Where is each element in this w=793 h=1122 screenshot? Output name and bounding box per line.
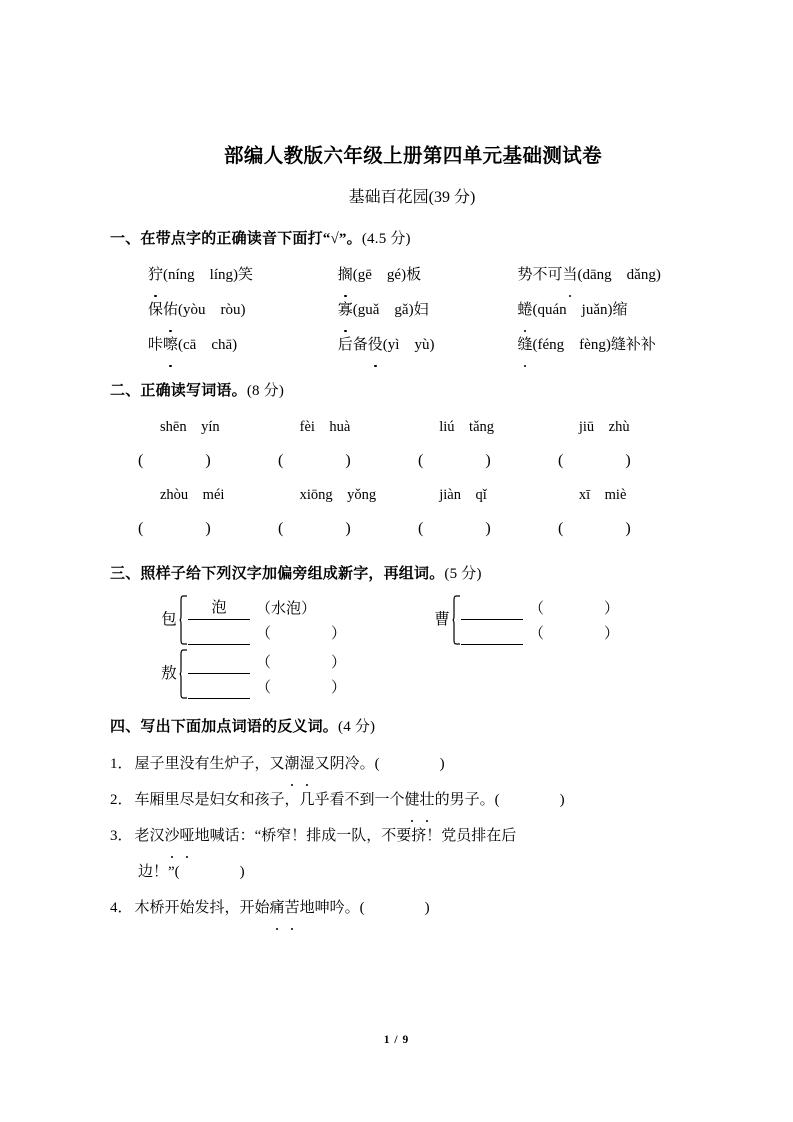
sentence-prefix: 木桥开始发抖，开始 <box>134 900 270 916</box>
radical-row <box>188 595 346 620</box>
answer-cell[interactable] <box>418 444 554 478</box>
answer-parentheses[interactable]: ( ) <box>174 864 245 880</box>
dotted-word <box>270 900 300 916</box>
dotted-char: 湿 <box>300 746 315 782</box>
word-parentheses[interactable]: （ ） <box>256 680 347 696</box>
pinyin-text: zhòu méi <box>160 487 225 503</box>
section-two <box>110 379 710 546</box>
pinyin-choice-item[interactable] <box>148 328 334 363</box>
dotted-char: 寡 <box>338 293 353 328</box>
page-subtitle: 基础百花园(39 分) <box>348 189 476 206</box>
sentence-suffix: 地呻吟。 <box>299 900 360 916</box>
pinyin-prompt-row <box>110 410 710 444</box>
radical-group <box>433 595 619 645</box>
radical-row <box>188 620 346 645</box>
dotted-char: 当 <box>563 258 578 293</box>
antonym-item <box>110 890 710 926</box>
pinyin-prompt <box>278 478 414 512</box>
radical-rows <box>188 649 346 699</box>
answer-cell[interactable] <box>278 444 414 478</box>
pinyin-options[interactable]: (níng líng) <box>163 267 239 283</box>
word-suffix: 笑 <box>238 267 254 283</box>
section-four-body <box>110 746 710 926</box>
answer-parentheses[interactable]: ( ) <box>374 756 445 772</box>
word-suffix: 板 <box>406 267 422 283</box>
page-content <box>110 140 710 926</box>
pinyin-choice-item[interactable] <box>518 258 661 293</box>
new-char-line[interactable]: 泡 <box>188 598 250 620</box>
section-four-heading-text: 四、写出下面加点词语的反义词。 <box>110 719 339 735</box>
section-three <box>110 562 710 701</box>
answer-cell[interactable] <box>418 512 554 546</box>
sentence-suffix: 又阴冷。 <box>314 756 375 772</box>
page-footer: 1 / 9 <box>383 1034 410 1046</box>
word-suffix: 缩 <box>612 302 628 318</box>
radical-row <box>188 649 346 674</box>
pinyin-options[interactable]: (yòu ròu) <box>178 302 246 318</box>
sentence-suffix: 地喊话：“桥窄！排成一队，不要挤！党员排在后 <box>194 828 517 844</box>
pinyin-prompt <box>138 410 274 444</box>
word-parentheses[interactable]: （ ） <box>256 626 347 642</box>
dotted-char: 搁 <box>338 258 353 293</box>
answer-cell[interactable] <box>138 444 274 478</box>
pinyin-options[interactable]: (cā chā) <box>178 337 238 353</box>
pinyin-prompt <box>417 478 553 512</box>
dotted-char: 苦 <box>285 890 300 926</box>
paren-close: ) <box>485 452 491 469</box>
section-two-heading-text: 二、正确读写词语。 <box>110 383 247 399</box>
section-two-points: (8 分) <box>246 383 285 399</box>
pinyin-text: fèi huà <box>299 419 351 435</box>
antonym-item-line2 <box>110 854 710 890</box>
answer-parentheses[interactable] <box>138 444 234 478</box>
new-char-line[interactable] <box>188 652 250 674</box>
section-one <box>110 227 710 363</box>
word-parentheses[interactable]: （水泡） <box>256 601 317 617</box>
answer-parentheses[interactable] <box>558 512 654 546</box>
section-one-body <box>110 258 710 363</box>
paren-open: ( <box>558 452 564 469</box>
sentence-suffix: 的男子。 <box>434 792 495 808</box>
word-suffix: 缝补补 <box>610 337 656 353</box>
word-prefix: 势不可 <box>517 267 563 283</box>
pinyin-choice-item[interactable] <box>518 328 656 363</box>
paren-open: ( <box>138 520 144 537</box>
dotted-char: 潮 <box>285 746 300 782</box>
pinyin-prompt <box>417 410 553 444</box>
radical-rows <box>461 595 619 645</box>
section-three-points: (5 分) <box>444 566 482 582</box>
pinyin-text: jiū zhù <box>578 419 630 435</box>
pinyin-prompt <box>557 478 693 512</box>
dotted-word <box>405 792 435 808</box>
item-number: 3． <box>110 828 133 844</box>
item-number: 1． <box>110 756 133 772</box>
section-one-heading <box>110 227 710 248</box>
section-one-points: (4.5 分) <box>361 231 411 247</box>
answer-parentheses[interactable] <box>138 512 234 546</box>
pinyin-choice-row <box>110 293 710 328</box>
radical-group <box>160 649 346 699</box>
radical-group-line <box>128 593 710 647</box>
answer-parentheses[interactable] <box>418 512 514 546</box>
paren-open: ( <box>558 520 564 537</box>
antonym-item <box>110 818 710 890</box>
radical-rows <box>188 595 346 645</box>
section-three-heading <box>110 562 710 583</box>
dotted-char: 健 <box>405 782 420 818</box>
pinyin-choice-item[interactable] <box>518 293 628 328</box>
paren-close: ) <box>205 452 211 469</box>
dotted-word <box>285 756 315 772</box>
pinyin-choice-item[interactable] <box>148 258 334 293</box>
answer-parentheses[interactable] <box>278 444 374 478</box>
page-title: 部编人教版六年级上册第四单元基础测试卷 <box>223 146 603 167</box>
pinyin-text: liú tǎng <box>439 419 495 435</box>
sentence-prefix: 老汉 <box>134 828 165 844</box>
answer-parentheses[interactable]: ( ) <box>359 900 430 916</box>
pinyin-options[interactable]: (yì yù) <box>382 337 435 353</box>
radical-group-line <box>128 647 710 701</box>
sentence-continuation: 边！” <box>138 864 175 880</box>
pinyin-choice-item[interactable] <box>338 258 514 293</box>
pinyin-choice-item[interactable] <box>148 293 334 328</box>
answer-parentheses[interactable] <box>558 444 654 478</box>
new-char-line[interactable] <box>188 623 250 645</box>
dotted-char: 缝 <box>518 328 533 363</box>
brace-icon <box>179 595 188 645</box>
paren-close: ) <box>205 520 211 537</box>
radical-row <box>461 595 619 620</box>
paren-open: ( <box>418 520 424 537</box>
answer-cell[interactable] <box>278 512 414 546</box>
pinyin-choice-item[interactable] <box>338 293 514 328</box>
paren-open: ( <box>418 452 424 469</box>
radical-row <box>188 674 346 699</box>
dotted-char: 佑 <box>163 293 178 328</box>
word-prefix: 保 <box>148 302 164 318</box>
pinyin-text: jiàn qǐ <box>439 487 487 503</box>
dotted-word <box>165 828 195 844</box>
pinyin-prompt <box>138 478 274 512</box>
paren-open: ( <box>138 452 144 469</box>
item-number: 4． <box>110 900 133 916</box>
answer-cell[interactable] <box>558 444 694 478</box>
answer-paren-row <box>110 444 710 478</box>
brace-icon <box>179 649 188 699</box>
dotted-char: 狞 <box>148 258 163 293</box>
answer-paren-row <box>110 512 710 546</box>
pinyin-text: shēn yín <box>160 419 220 435</box>
section-four-points: (4 分) <box>338 719 376 735</box>
word-parentheses[interactable]: （ ） <box>529 601 620 617</box>
antonym-item <box>110 746 710 782</box>
section-two-heading <box>110 379 710 400</box>
answer-parentheses[interactable]: ( ) <box>494 792 565 808</box>
antonym-item <box>110 782 710 818</box>
word-parentheses[interactable]: （ ） <box>529 626 620 642</box>
pinyin-choice-row <box>110 328 710 363</box>
word-prefix: 后备 <box>337 337 368 353</box>
dotted-char: 痛 <box>270 890 285 926</box>
radical-row <box>461 620 619 645</box>
pinyin-prompt <box>557 410 693 444</box>
pinyin-choice-item[interactable] <box>338 328 514 363</box>
dotted-char: 壮 <box>420 782 435 818</box>
pinyin-prompt-row <box>110 478 710 512</box>
radical-group <box>160 595 346 645</box>
paren-close: ) <box>625 520 631 537</box>
pinyin-text: xiōng yǒng <box>299 487 377 503</box>
pinyin-choice-row <box>110 258 710 293</box>
section-three-body <box>110 593 710 701</box>
section-three-heading-text: 三、照样子给下列汉字加偏旁组成新字，再组词。 <box>110 566 445 582</box>
pinyin-options[interactable]: (guǎ gǎ) <box>352 302 414 318</box>
brace-icon <box>452 595 461 645</box>
answer-parentheses[interactable] <box>418 444 514 478</box>
pinyin-options[interactable]: (dāng dǎng) <box>577 267 661 283</box>
paren-open: ( <box>278 520 284 537</box>
answer-parentheses[interactable] <box>278 512 374 546</box>
answer-cell[interactable] <box>558 512 694 546</box>
base-char: 曹 <box>434 611 450 629</box>
new-char-line[interactable] <box>188 677 250 699</box>
sentence-prefix: 屋子里没有生炉子，又 <box>134 756 285 772</box>
new-char-line[interactable] <box>461 623 523 645</box>
dotted-char: 嚓 <box>163 328 178 363</box>
paren-close: ) <box>485 520 491 537</box>
answer-cell[interactable] <box>138 512 274 546</box>
pinyin-prompt <box>278 410 414 444</box>
section-one-heading-text: 一、在带点字的正确读音下面打“√”。 <box>110 231 362 247</box>
pinyin-options[interactable]: (féng fèng) <box>532 337 611 353</box>
word-parentheses[interactable]: （ ） <box>256 655 347 671</box>
dotted-char: 役 <box>368 328 383 363</box>
paren-open: ( <box>278 452 284 469</box>
section-four-heading <box>110 715 710 736</box>
word-suffix: 妇 <box>413 302 429 318</box>
section-four <box>110 715 710 926</box>
base-char: 敖 <box>161 665 177 683</box>
section-two-body <box>110 410 710 546</box>
pinyin-options[interactable]: (gē gé) <box>352 267 407 283</box>
dotted-char: 蜷 <box>518 293 533 328</box>
dotted-char: 沙 <box>165 818 180 854</box>
base-char: 包 <box>161 611 177 629</box>
paren-close: ) <box>345 452 351 469</box>
dotted-char: 哑 <box>180 818 195 854</box>
item-number: 2． <box>110 792 133 808</box>
sentence-prefix: 车厢里尽是妇女和孩子，几乎看不到一个 <box>134 792 405 808</box>
new-char-line[interactable] <box>461 598 523 620</box>
paren-close: ) <box>625 452 631 469</box>
paren-close: ) <box>345 520 351 537</box>
pinyin-text: xī miè <box>578 487 627 503</box>
pinyin-options[interactable]: (quán juǎn) <box>532 302 613 318</box>
word-prefix: 咔 <box>148 337 164 353</box>
